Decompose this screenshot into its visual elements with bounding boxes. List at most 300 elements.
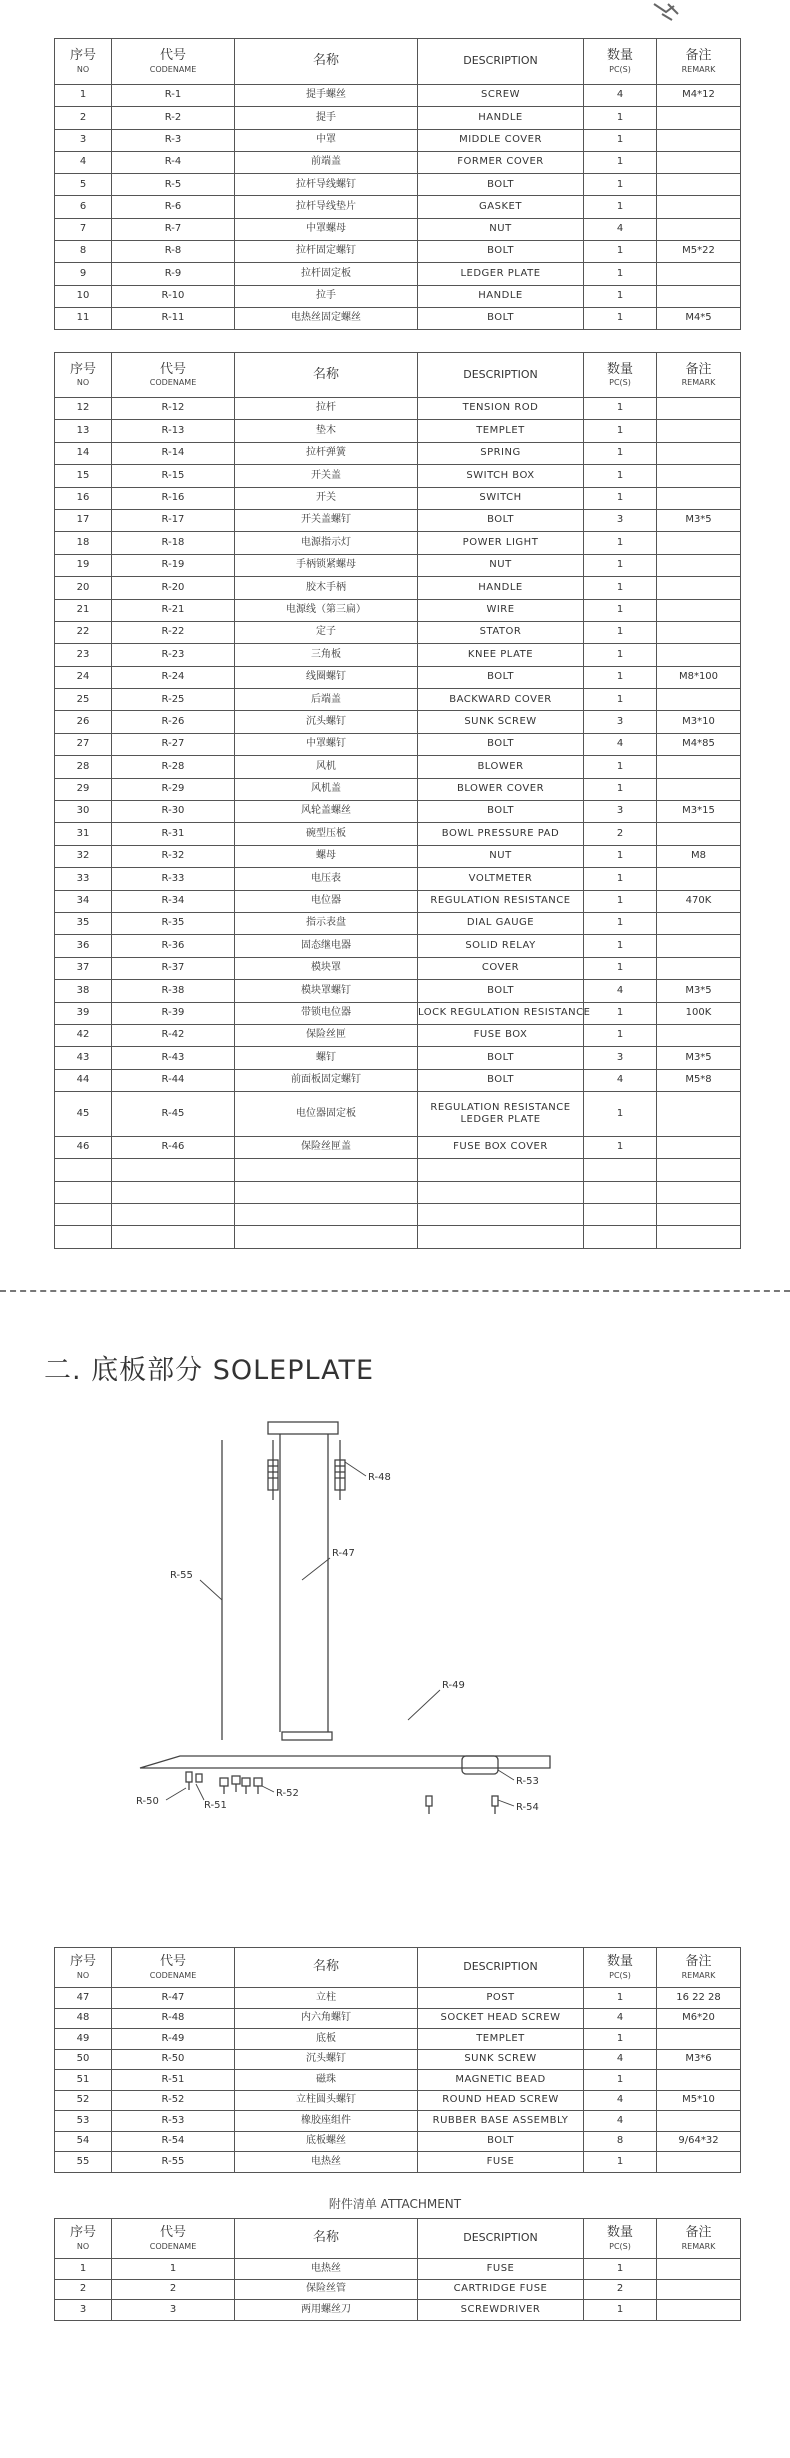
cell-qty: 1 [584,868,657,890]
cell-desc: SPRING [418,442,584,464]
cell-code: R-53 [112,2111,235,2132]
cell-code: R-54 [112,2131,235,2152]
table-row [55,174,741,196]
cell-name: 保险丝管 [235,2279,418,2300]
cell-name: 拉杆导线螺钉 [235,174,418,196]
cell-name: 开关盖 [235,465,418,487]
cell-code: R-4 [112,151,235,173]
label-r48: R-48 [368,1472,391,1483]
cell-no: 47 [55,1988,112,2009]
empty-cell [112,1159,235,1181]
section-divider [0,1290,790,1292]
table-row [55,577,741,599]
cell-name: 风轮盖螺丝 [235,801,418,823]
cell-code: R-32 [112,845,235,867]
empty-cell [55,1159,112,1181]
cell-no: 38 [55,980,112,1002]
label-r54: R-54 [516,1802,539,1813]
cell-qty: 1 [584,442,657,464]
cell-no: 11 [55,307,112,329]
cell-no: 6 [55,196,112,218]
cell-qty: 1 [584,666,657,688]
cell-code: R-35 [112,912,235,934]
cell-qty: 1 [584,107,657,129]
cell-remark: M3*5 [657,1047,741,1069]
cell-name: 提手螺丝 [235,85,418,107]
cell-desc: SOCKET HEAD SCREW [418,2008,584,2029]
cell-remark: M3*5 [657,509,741,531]
table-row [55,2008,741,2029]
parts-table-soleplate [54,1947,741,2173]
cell-name: 电源线（第三扁） [235,599,418,621]
table-row [55,980,741,1002]
cell-desc: SWITCH [418,487,584,509]
cell-name: 三角板 [235,644,418,666]
table-row [55,2279,741,2300]
cell-code: R-11 [112,307,235,329]
cell-qty: 3 [584,711,657,733]
table-row [55,2070,741,2091]
leader-r50 [166,1788,186,1800]
cell-remark: M3*6 [657,2049,741,2070]
header-remark: 备注 REMARK [657,39,741,85]
cell-name: 固态继电器 [235,935,418,957]
cell-no: 22 [55,621,112,643]
cell-remark: M4*12 [657,85,741,107]
table-row [55,666,741,688]
cell-qty: 1 [584,2029,657,2050]
cell-desc: POWER LIGHT [418,532,584,554]
empty-cell [657,1226,741,1248]
cell-code: R-20 [112,577,235,599]
label-r50: R-50 [136,1796,159,1807]
cell-desc: TEMPLET [418,2029,584,2050]
header-codename: 代号 CODENAME [112,2219,235,2259]
cell-code: 3 [112,2300,235,2321]
cell-no: 39 [55,1002,112,1024]
cell-no: 10 [55,285,112,307]
cell-name: 定子 [235,621,418,643]
cell-name: 开关 [235,487,418,509]
table-row [55,1069,741,1091]
empty-cell [112,1226,235,1248]
header-codename: 代号 CODENAME [112,39,235,85]
table-row [55,733,741,755]
header-quantity: 数量 PC(S) [584,353,657,398]
cell-desc: HANDLE [418,285,584,307]
cell-desc: BOLT [418,509,584,531]
cell-qty: 1 [584,577,657,599]
cell-name: 拉杆 [235,398,418,420]
leader-r54 [498,1800,514,1806]
cell-name: 中罩螺钉 [235,733,418,755]
cell-no: 7 [55,218,112,240]
cell-name: 电源指示灯 [235,532,418,554]
header-description: DESCRIPTION [418,1948,584,1988]
cell-no: 35 [55,912,112,934]
cell-code: R-10 [112,285,235,307]
cell-name: 底板 [235,2029,418,2050]
empty-cell [55,1226,112,1248]
cell-desc: REGULATION RESISTANCE LEDGER PLATE [418,1092,584,1137]
table-row [55,2259,741,2280]
cell-code: R-45 [112,1092,235,1137]
cell-name: 拉手 [235,285,418,307]
cell-code: R-42 [112,1024,235,1046]
cell-qty: 1 [584,285,657,307]
cell-remark [657,823,741,845]
cell-no: 33 [55,868,112,890]
leader-r47 [302,1558,330,1580]
cell-code: R-52 [112,2090,235,2111]
cell-desc: SWITCH BOX [418,465,584,487]
table-row [55,129,741,151]
cell-desc: BOLT [418,666,584,688]
cell-name: 电热丝 [235,2152,418,2173]
leader-r49 [408,1690,440,1720]
cell-remark [657,2029,741,2050]
cell-no: 45 [55,1092,112,1137]
cell-desc: WIRE [418,599,584,621]
cell-remark [657,218,741,240]
cell-name: 后端盖 [235,689,418,711]
sunk-screw [186,1772,192,1790]
cell-remark [657,778,741,800]
cell-remark [657,2259,741,2280]
cell-code: R-13 [112,420,235,442]
cell-no: 3 [55,129,112,151]
table-row [55,2300,741,2321]
cell-remark [657,487,741,509]
table-row [55,285,741,307]
cell-desc: BOLT [418,1069,584,1091]
cell-name: 碗型压板 [235,823,418,845]
table-row [55,307,741,329]
cell-remark: M8*100 [657,666,741,688]
cell-code: 2 [112,2279,235,2300]
cell-desc: NUT [418,218,584,240]
cell-qty: 1 [584,756,657,778]
cell-qty: 1 [584,174,657,196]
cell-no: 44 [55,1069,112,1091]
label-r49: R-49 [442,1680,465,1691]
cell-code: R-47 [112,1988,235,2009]
cell-code: R-24 [112,666,235,688]
cell-qty: 4 [584,85,657,107]
cell-remark [657,174,741,196]
cell-desc: BOLT [418,1047,584,1069]
cell-qty: 2 [584,2279,657,2300]
cell-desc: VOLTMETER [418,868,584,890]
cell-name: 胶木手柄 [235,577,418,599]
cell-name: 拉杆导线垫片 [235,196,418,218]
empty-cell [235,1181,418,1203]
header-no: 序号 NO [55,353,112,398]
table-row [55,957,741,979]
cell-desc: BLOWER [418,756,584,778]
cell-no: 54 [55,2131,112,2152]
cell-code: 1 [112,2259,235,2280]
cell-remark [657,644,741,666]
cell-no: 3 [55,2300,112,2321]
cell-desc: DIAL GAUGE [418,912,584,934]
table-row [55,1047,741,1069]
parts-table-1 [54,38,741,330]
cell-remark [657,398,741,420]
cell-remark: M3*10 [657,711,741,733]
table-row [55,241,741,263]
cell-name: 提手 [235,107,418,129]
table-row [55,890,741,912]
cell-remark [657,196,741,218]
table-row [55,1136,741,1158]
empty-row [55,1181,741,1203]
table-row [55,509,741,531]
header-name: 名称 [235,1948,418,1988]
header-name: 名称 [235,353,418,398]
cell-desc: LEDGER PLATE [418,263,584,285]
cell-name: 内六角螺钉 [235,2008,418,2029]
cell-qty: 1 [584,912,657,934]
cell-code: R-28 [112,756,235,778]
cell-desc: BOLT [418,980,584,1002]
empty-cell [584,1204,657,1226]
cell-code: R-5 [112,174,235,196]
cell-no: 1 [55,85,112,107]
cell-name: 模块罩 [235,957,418,979]
label-r47: R-47 [332,1548,355,1559]
cell-remark [657,2152,741,2173]
cell-name: 垫木 [235,420,418,442]
cell-no: 52 [55,2090,112,2111]
cell-qty: 1 [584,487,657,509]
cell-code: R-1 [112,85,235,107]
cell-name: 螺母 [235,845,418,867]
cell-no: 26 [55,711,112,733]
table-row [55,845,741,867]
cell-no: 50 [55,2049,112,2070]
cell-no: 12 [55,398,112,420]
header-remark: 备注 REMARK [657,1948,741,1988]
cell-qty: 4 [584,218,657,240]
cell-remark [657,129,741,151]
cell-no: 49 [55,2029,112,2050]
cell-desc: MAGNETIC BEAD [418,2070,584,2091]
cell-no: 5 [55,174,112,196]
table-header [55,39,741,85]
cell-remark: M5*8 [657,1069,741,1091]
cell-desc: BOLT [418,733,584,755]
empty-cell [235,1204,418,1226]
cell-name: 电位器 [235,890,418,912]
cell-qty: 4 [584,733,657,755]
cell-code: R-27 [112,733,235,755]
cell-desc: BOLT [418,801,584,823]
table-row [55,398,741,420]
cell-desc: MIDDLE COVER [418,129,584,151]
cell-no: 53 [55,2111,112,2132]
cell-qty: 1 [584,2070,657,2091]
table-row [55,778,741,800]
cell-no: 8 [55,241,112,263]
table-row [55,85,741,107]
cell-no: 27 [55,733,112,755]
cell-name: 电热丝固定螺丝 [235,307,418,329]
cell-qty: 2 [584,823,657,845]
cell-name: 模块罩螺钉 [235,980,418,1002]
cell-remark [657,2111,741,2132]
leader-r55 [200,1580,222,1600]
cell-code: R-25 [112,689,235,711]
header-quantity: 数量 PC(S) [584,2219,657,2259]
cell-desc: BOWL PRESSURE PAD [418,823,584,845]
cell-name: 拉杆固定螺钉 [235,241,418,263]
cell-qty: 1 [584,263,657,285]
base-plate [140,1756,550,1768]
cell-remark: 100K [657,1002,741,1024]
cell-no: 9 [55,263,112,285]
table-row [55,2131,741,2152]
cell-desc: REGULATION RESISTANCE [418,890,584,912]
table-row [55,263,741,285]
cell-desc: SUNK SCREW [418,2049,584,2070]
post-base-cap [282,1732,332,1740]
cell-desc: BOLT [418,307,584,329]
header-description: DESCRIPTION [418,39,584,85]
cell-name: 指示表盘 [235,912,418,934]
cell-no: 34 [55,890,112,912]
parts-table-2 [54,352,741,1249]
cell-code: R-14 [112,442,235,464]
empty-cell [235,1226,418,1248]
table-row [55,554,741,576]
cell-qty: 1 [584,1092,657,1137]
cell-remark [657,577,741,599]
cell-no: 14 [55,442,112,464]
cell-name: 橡胶座组件 [235,2111,418,2132]
cell-no: 18 [55,532,112,554]
cell-no: 32 [55,845,112,867]
cell-name: 保险丝匣盖 [235,1136,418,1158]
cell-no: 43 [55,1047,112,1069]
empty-cell [235,1159,418,1181]
cell-no: 37 [55,957,112,979]
cell-no: 2 [55,107,112,129]
cell-code: R-49 [112,2029,235,2050]
round-head-screws [220,1776,262,1794]
cell-remark [657,756,741,778]
cell-qty: 1 [584,621,657,643]
cell-no: 17 [55,509,112,531]
cell-remark [657,263,741,285]
header-no: 序号 NO [55,1948,112,1988]
cell-no: 24 [55,666,112,688]
cell-code: R-46 [112,1136,235,1158]
cell-desc: SUNK SCREW [418,711,584,733]
cell-code: R-21 [112,599,235,621]
cell-remark [657,465,741,487]
cell-code: R-37 [112,957,235,979]
cell-name: 立柱 [235,1988,418,2009]
cell-remark [657,2300,741,2321]
cell-code: R-8 [112,241,235,263]
cell-qty: 1 [584,1136,657,1158]
cell-name: 螺钉 [235,1047,418,1069]
cell-code: R-36 [112,935,235,957]
table-row [55,2111,741,2132]
cell-code: R-29 [112,778,235,800]
cell-qty: 1 [584,241,657,263]
cell-remark [657,689,741,711]
cell-code: R-50 [112,2049,235,2070]
cell-desc: BLOWER COVER [418,778,584,800]
cell-qty: 1 [584,935,657,957]
cell-remark [657,1024,741,1046]
cell-qty: 4 [584,2049,657,2070]
cell-remark [657,285,741,307]
cell-remark [657,2279,741,2300]
cell-name: 底板螺丝 [235,2131,418,2152]
cell-remark [657,554,741,576]
cell-qty: 1 [584,778,657,800]
table-row [55,2029,741,2050]
cell-remark [657,868,741,890]
cell-code: R-17 [112,509,235,531]
cell-desc: CARTRIDGE FUSE [418,2279,584,2300]
table-row [55,935,741,957]
table-row [55,621,741,643]
cell-qty: 1 [584,196,657,218]
header-description: DESCRIPTION [418,353,584,398]
attachment-table [54,2218,741,2321]
table-row [55,1002,741,1024]
table-row [55,823,741,845]
empty-cell [657,1181,741,1203]
cell-no: 51 [55,2070,112,2091]
cell-desc: SCREW [418,85,584,107]
cell-qty: 1 [584,465,657,487]
table-header [55,1948,741,1988]
table-row [55,196,741,218]
empty-cell [657,1204,741,1226]
cell-remark: M6*20 [657,2008,741,2029]
label-r53: R-53 [516,1776,539,1787]
cell-desc: POST [418,1988,584,2009]
cell-remark: M4*85 [657,733,741,755]
cell-desc: NUT [418,554,584,576]
table-row [55,689,741,711]
cell-qty: 1 [584,2300,657,2321]
cell-no: 30 [55,801,112,823]
cell-no: 4 [55,151,112,173]
cell-qty: 1 [584,554,657,576]
cell-name: 电位器固定板 [235,1092,418,1137]
leader-r48 [345,1462,366,1476]
cell-name: 电压表 [235,868,418,890]
cell-name: 电热丝 [235,2259,418,2280]
cell-no: 13 [55,420,112,442]
cell-qty: 1 [584,1002,657,1024]
socket-head-screw-right [335,1440,345,1500]
corner-pen-mark-icon [652,0,680,22]
empty-row [55,1159,741,1181]
cell-no: 36 [55,935,112,957]
cell-code: R-43 [112,1047,235,1069]
cell-qty: 1 [584,599,657,621]
magnetic-bead [196,1774,202,1782]
cell-remark [657,1136,741,1158]
leader-r52 [262,1786,274,1792]
